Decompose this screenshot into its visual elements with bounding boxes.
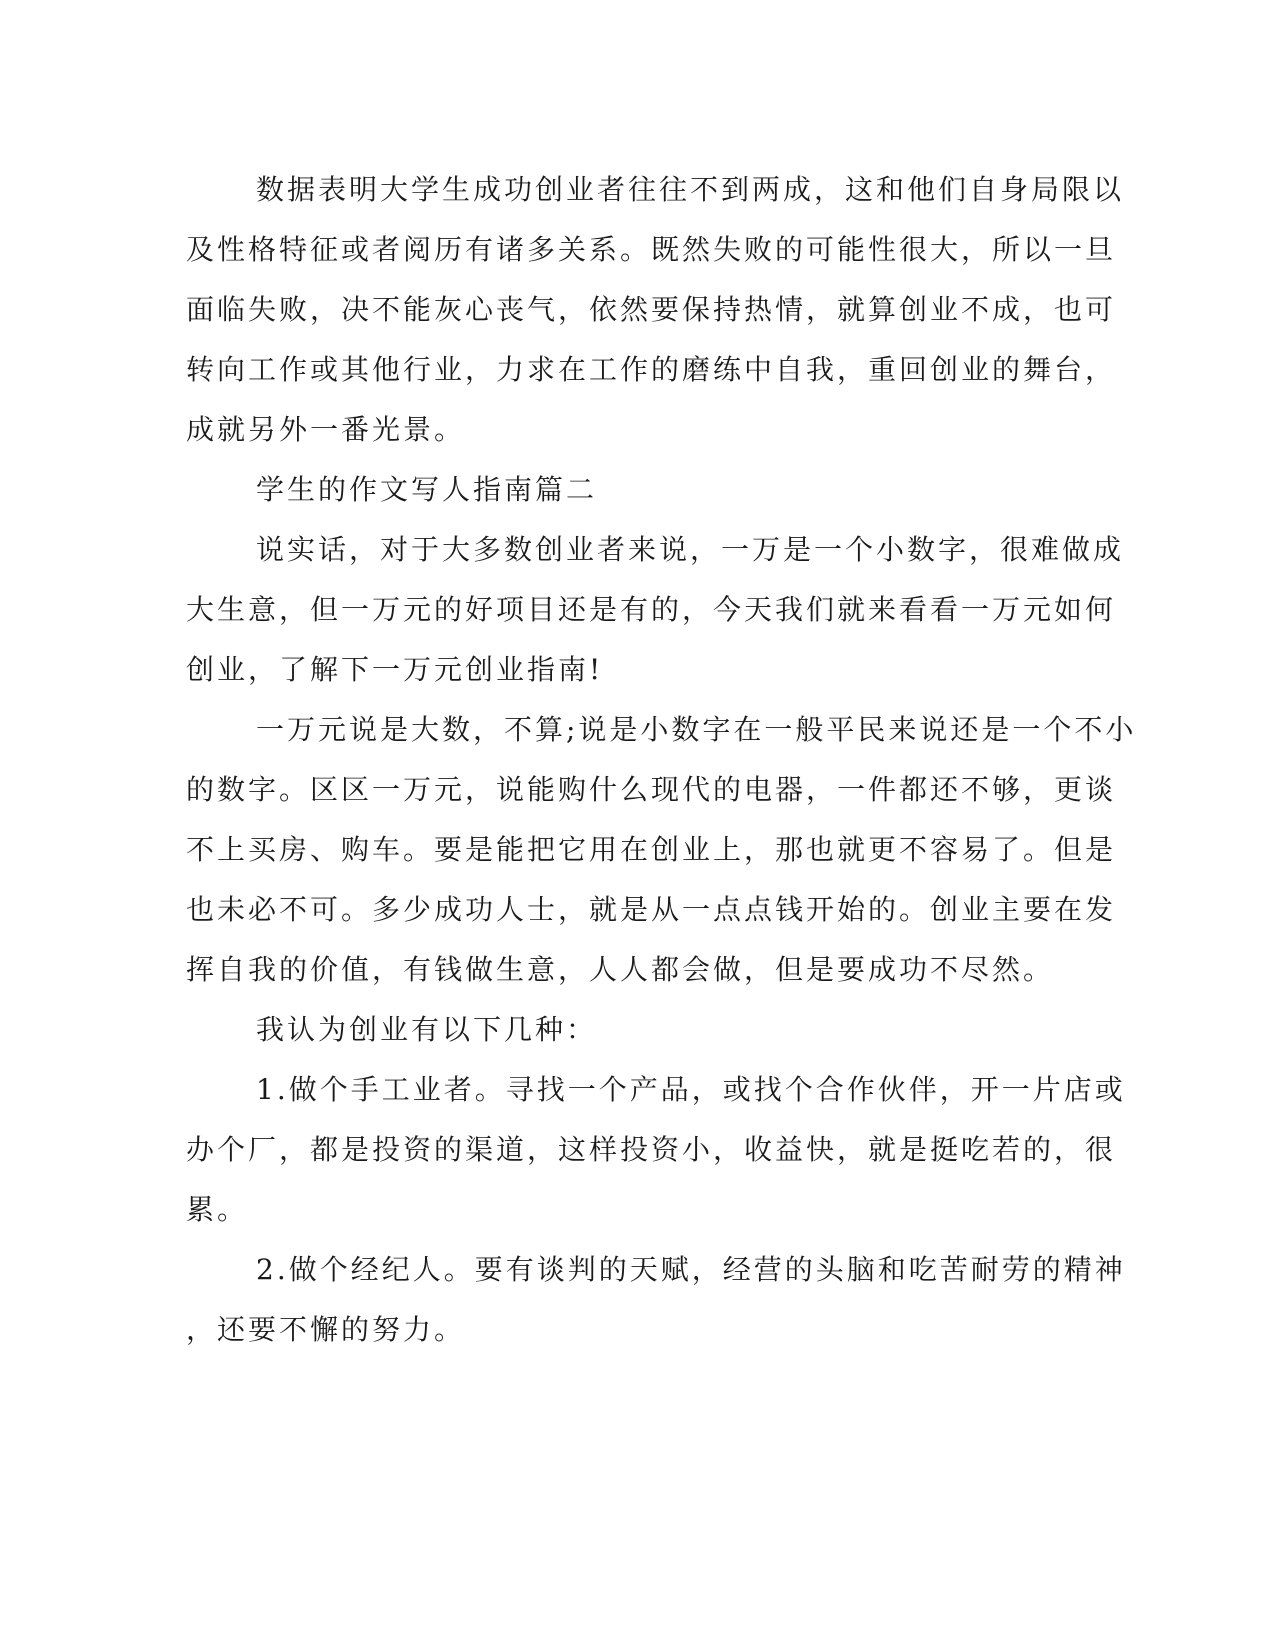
paragraph: [186, 520, 1125, 700]
text-line: 2.做个经纪人。要有谈判的天赋，经营的头脑和吃苦耐劳的精神: [256, 1253, 1126, 1286]
list-item: [186, 1060, 1126, 1240]
text-line: 一万元说是大数，不算;说是小数字在一般平民来说还是一个不小: [256, 713, 1137, 746]
text-line: 说实话，对于大多数创业者来说，一万是一个小数字，很难做成: [256, 533, 1125, 566]
document-body: [186, 160, 1137, 1360]
text-line: ，还要不懈的努力。: [186, 1313, 466, 1346]
text-line: 我认为创业有以下几种：: [256, 1013, 598, 1046]
text-line: 的数字。区区一万元，说能购什么现代的电器，一件都还不够，更谈: [186, 773, 1117, 806]
text-line: 创业，了解下一万元创业指南!: [186, 653, 604, 686]
text-line: 挥自我的价值，有钱做生意，人人都会做，但是要成功不尽然。: [186, 953, 1055, 986]
text-line: 不上买房、购车。要是能把它用在创业上，那也就更不容易了。但是: [186, 833, 1117, 866]
heading-text: 学生的作文写人指南篇二: [256, 473, 598, 506]
text-line: 面临失败，决不能灰心丧气，依然要保持热情，就算创业不成，也可: [186, 293, 1117, 326]
text-line: 及性格特征或者阅历有诸多关系。既然失败的可能性很大，所以一旦: [186, 233, 1117, 266]
text-line: 办个厂，都是投资的渠道，这样投资小，收益快，就是挺吃若的，很: [186, 1133, 1117, 1166]
text-line: 累。: [186, 1193, 249, 1226]
list-item: [186, 1240, 1126, 1360]
paragraph: [186, 700, 1137, 1000]
text-line: 1.做个手工业者。寻找一个产品，或找个合作伙伴，开一片店或: [256, 1073, 1126, 1106]
paragraph: [186, 1000, 1046, 1060]
paragraph: [186, 160, 1125, 460]
text-line: 转向工作或其他行业，力求在工作的磨练中自我，重回创业的舞台，: [186, 353, 1117, 386]
text-line: 大生意，但一万元的好项目还是有的，今天我们就来看看一万元如何: [186, 593, 1117, 626]
text-line: 数据表明大学生成功创业者往往不到两成，这和他们自身局限以: [256, 173, 1125, 206]
section-heading: [186, 460, 1046, 520]
text-line: 成就另外一番光景。: [186, 413, 466, 446]
text-line: 也未必不可。多少成功人士，就是从一点点钱开始的。创业主要在发: [186, 893, 1117, 926]
